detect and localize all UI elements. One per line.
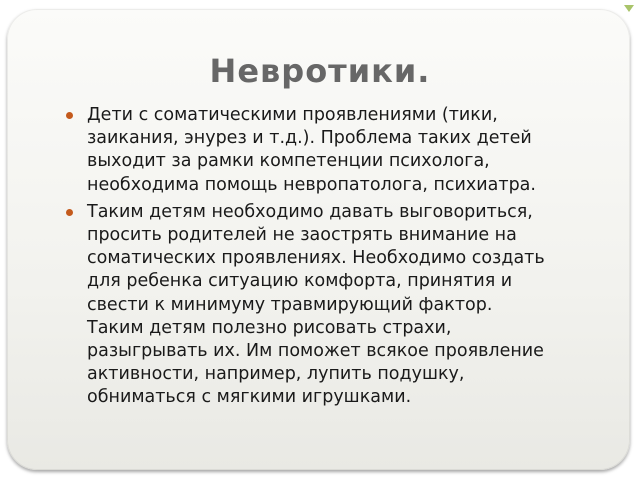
bullet-2-line-3: соматических проявлениях. Необходимо создать [87, 248, 545, 269]
bullet-1-line-1: Дети с соматическими проявлениями (тики, [87, 105, 498, 125]
bullet-2-line-8: активности, например, лупить подушку, [87, 364, 465, 385]
bullet-item-2 [66, 201, 606, 410]
bullet-2-line-1: Таким детям необходимо давать выговориться, [87, 201, 533, 222]
bullet-2-line-6: Таким детям полезно рисовать страхи, [87, 317, 452, 338]
bullet-1-line-2: заикания, энурез и т.д.). Проблема таких детей [87, 128, 532, 149]
bullet-2-line-9: обниматься с мягкими игрушками. [87, 387, 412, 408]
bullet-item-1 [66, 104, 606, 197]
bullet-2-line-4: для ребенка ситуацию комфорта, принятия и [87, 271, 513, 292]
bullet-1-line-3: выходит за рамки компетенции психолога, [87, 151, 490, 172]
corner-triangle-icon [624, 5, 634, 12]
bullet-2-line-2: просить родителей не заострять внимание на [87, 225, 517, 246]
bullet-list [66, 104, 606, 414]
bullet-2-line-7: разыгрывать их. Им поможет всякое проявление [87, 341, 544, 362]
bullet-1-line-4: необходима помощь невропатолога, психиатра. [87, 174, 536, 195]
slide-title: Невротики. [209, 52, 431, 90]
bullet-dot-icon [66, 112, 73, 119]
bullet-dot-icon [66, 209, 73, 216]
bullet-2-line-5: свести к минимуму травмирующий фактор. [87, 294, 493, 315]
